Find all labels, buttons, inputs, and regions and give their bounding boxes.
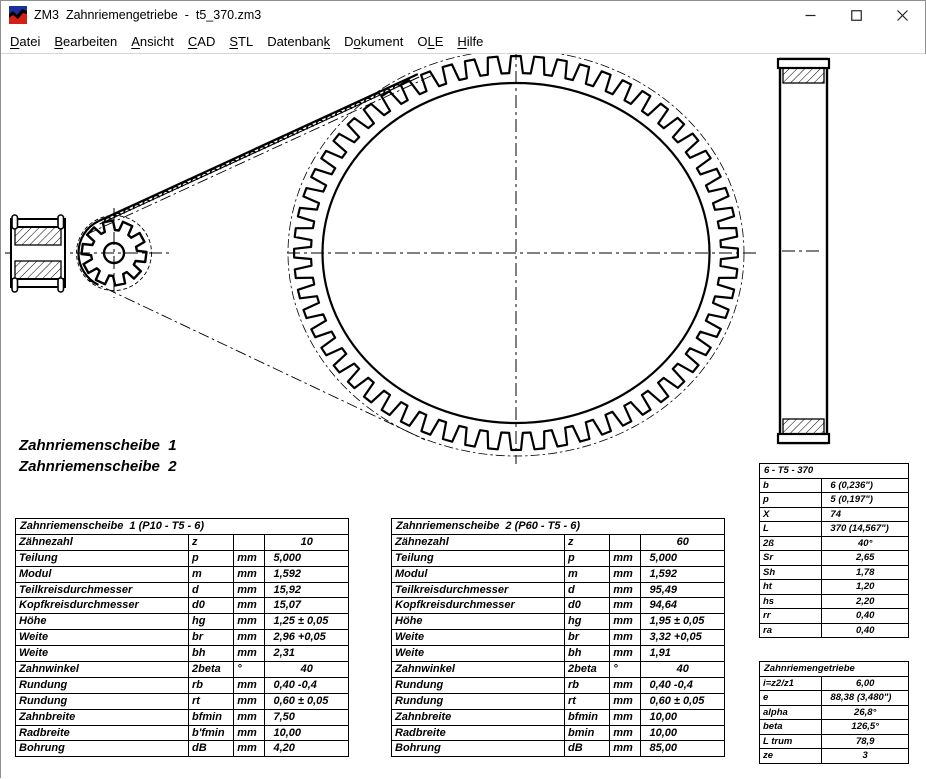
table-cell-value: 40° xyxy=(822,536,909,551)
table-cell-name: Rundung xyxy=(16,677,189,693)
table-cell-value: 1,78 xyxy=(822,565,909,580)
table-cell-value: 10,00 xyxy=(265,725,349,741)
table-cell-sym: d xyxy=(189,582,234,598)
table-cell-name: Weite xyxy=(392,630,565,646)
table-row xyxy=(760,551,909,566)
table-cell-unit: mm xyxy=(610,614,641,630)
table-cell-sym: bfmin xyxy=(565,709,610,725)
drawing-label-pulley2: Zahnriemenscheibe 2 xyxy=(19,458,177,475)
table-cell-unit: mm xyxy=(234,614,265,630)
table-cell-value: 0,40 -0,4 xyxy=(641,677,725,693)
table-cell-sym: d0 xyxy=(565,598,610,614)
table-cell-value: 74 xyxy=(822,507,909,522)
table-cell-sym: br xyxy=(565,630,610,646)
table-cell-sym: hg xyxy=(189,614,234,630)
table-row xyxy=(392,741,725,757)
table-cell-name: Weite xyxy=(16,630,189,646)
table-cell-value: 126,5° xyxy=(822,720,909,735)
table-cell-sym: b'fmin xyxy=(189,725,234,741)
menu-item-bearbeiten[interactable]: Bearbeiten xyxy=(54,33,118,49)
table-cell-unit: mm xyxy=(610,550,641,566)
table-cell-sym: hs xyxy=(760,594,822,609)
table-cell-sym: 2beta xyxy=(189,662,234,678)
table-cell-sym: e xyxy=(760,691,822,706)
table-row xyxy=(16,550,349,566)
table-row xyxy=(392,566,725,582)
table-cell-unit: mm xyxy=(234,566,265,582)
table-header-row xyxy=(760,464,909,479)
table-cell-unit: mm xyxy=(610,677,641,693)
table-cell-sym: p xyxy=(565,550,610,566)
table-cell-name: Bohrung xyxy=(16,741,189,757)
table-cell-value: 3,32 +0,05 xyxy=(641,630,725,646)
table-cell-value: 2,96 +0,05 xyxy=(265,630,349,646)
table-row xyxy=(16,662,349,678)
table-cell-value: 85,00 xyxy=(641,741,725,757)
table-cell-name: Teilkreisdurchmesser xyxy=(16,582,189,598)
table-cell-name: Radbreite xyxy=(392,725,565,741)
table-cell-value: 0,60 ± 0,05 xyxy=(641,693,725,709)
table-cell-sym: dB xyxy=(565,741,610,757)
table-cell-sym: rt xyxy=(565,693,610,709)
table-cell-unit: ° xyxy=(610,662,641,678)
window-controls xyxy=(787,1,925,29)
table-row xyxy=(392,725,725,741)
table-cell-unit: mm xyxy=(610,693,641,709)
table-cell-name: Kopfkreisdurchmesser xyxy=(392,598,565,614)
table-cell-name: Zahnwinkel xyxy=(392,662,565,678)
table-cell-sym: d xyxy=(565,582,610,598)
table-cell-sym: ze xyxy=(760,749,822,764)
close-button[interactable] xyxy=(879,1,925,29)
table-cell-unit xyxy=(234,534,265,550)
maximize-button[interactable] xyxy=(833,1,879,29)
table-cell-name: Zahnwinkel xyxy=(16,662,189,678)
table-row xyxy=(760,691,909,706)
table-cell-value: 3 xyxy=(822,749,909,764)
table-cell-sym: rb xyxy=(565,677,610,693)
table-cell-value: 10,00 xyxy=(641,709,725,725)
menu-item-ansicht[interactable]: Ansicht xyxy=(131,33,174,49)
table-cell-value: 1,91 xyxy=(641,646,725,662)
table-cell-sym: z xyxy=(565,534,610,550)
table-cell-sym: Sr xyxy=(760,551,822,566)
table-cell-unit: mm xyxy=(610,741,641,757)
table-row xyxy=(392,630,725,646)
menu-item-datei[interactable]: Datei xyxy=(10,33,41,49)
table-row xyxy=(16,646,349,662)
table-belt xyxy=(759,463,909,638)
table-cell-sym: Sh xyxy=(760,565,822,580)
table-cell-unit: mm xyxy=(610,582,641,598)
table-cell-unit: ° xyxy=(234,662,265,678)
table-cell-sym: L trum xyxy=(760,734,822,749)
menu-item-hilfe[interactable]: Hilfe xyxy=(457,33,484,49)
table-cell-sym: p xyxy=(189,550,234,566)
table-cell-sym: bh xyxy=(189,646,234,662)
table-cell-unit: mm xyxy=(610,630,641,646)
table-cell-name: Teilung xyxy=(16,550,189,566)
table-row xyxy=(392,646,725,662)
menu-item-datenbank[interactable]: Datenbank xyxy=(267,33,331,49)
table-row xyxy=(760,749,909,764)
table-row xyxy=(760,734,909,749)
table-cell-name: Kopfkreisdurchmesser xyxy=(16,598,189,614)
table-cell-name: Bohrung xyxy=(392,741,565,757)
table-cell-sym: hg xyxy=(565,614,610,630)
table-row xyxy=(16,534,349,550)
table-cell-sym: rb xyxy=(189,677,234,693)
table-cell-name: Modul xyxy=(392,566,565,582)
table-cell-name: Rundung xyxy=(392,677,565,693)
table-cell-value: 88,38 (3,480") xyxy=(822,691,909,706)
table-cell-sym: 2ß xyxy=(760,536,822,551)
table-cell-unit: mm xyxy=(234,709,265,725)
table-cell-sym: br xyxy=(189,630,234,646)
table-cell-value: 1,25 ± 0,05 xyxy=(265,614,349,630)
table-cell-name: Zähnezahl xyxy=(16,534,189,550)
table-cell-sym: m xyxy=(565,566,610,582)
table-title: 6 - T5 - 370 xyxy=(760,464,909,479)
table-row xyxy=(16,693,349,709)
table-row xyxy=(392,598,725,614)
table-cell-name: Zahnbreite xyxy=(392,709,565,725)
table-cell-unit: mm xyxy=(234,582,265,598)
table-cell-name: Weite xyxy=(392,646,565,662)
table-row xyxy=(392,534,725,550)
table-row xyxy=(760,594,909,609)
table-title: Zahnriemenscheibe 2 (P60 - T5 - 6) xyxy=(392,519,725,535)
table-cell-value: 94,64 xyxy=(641,598,725,614)
table-cell-value: 4,20 xyxy=(265,741,349,757)
table-header-row xyxy=(16,519,349,535)
table-title: Zahnriemenscheibe 1 (P10 - T5 - 6) xyxy=(16,519,349,535)
table-cell-sym: X xyxy=(760,507,822,522)
table-row xyxy=(392,677,725,693)
table-cell-unit: mm xyxy=(610,646,641,662)
table-row xyxy=(760,705,909,720)
table-row xyxy=(392,550,725,566)
table-row xyxy=(16,566,349,582)
table-row xyxy=(760,493,909,508)
table-cell-sym: bmin xyxy=(565,725,610,741)
table-cell-name: Zahnbreite xyxy=(16,709,189,725)
table-row xyxy=(392,709,725,725)
table-cell-name: Zähnezahl xyxy=(392,534,565,550)
table-cell-value: 0,40 xyxy=(822,623,909,638)
table-cell-unit: mm xyxy=(610,725,641,741)
table-cell-sym: 2beta xyxy=(565,662,610,678)
table-cell-sym: rt xyxy=(189,693,234,709)
table-cell-value: 1,592 xyxy=(641,566,725,582)
table-row xyxy=(16,598,349,614)
table-cell-value: 6 (0,236") xyxy=(822,478,909,493)
table-cell-value: 15,07 xyxy=(265,598,349,614)
minimize-button[interactable] xyxy=(787,1,833,29)
table-cell-unit: mm xyxy=(234,646,265,662)
window-title: ZM3 Zahnriemengetriebe - t5_370.zm3 xyxy=(34,8,262,22)
table-row xyxy=(16,677,349,693)
table-cell-unit: mm xyxy=(234,693,265,709)
table-cell-value: 7,50 xyxy=(265,709,349,725)
small-pulley-side-view xyxy=(11,215,65,292)
table-row xyxy=(16,582,349,598)
menu-item-ole[interactable]: OLE xyxy=(417,33,444,49)
table-cell-value: 40 xyxy=(641,662,725,678)
table-row xyxy=(392,582,725,598)
table-cell-name: Rundung xyxy=(16,693,189,709)
table-cell-value: 0,40 xyxy=(822,609,909,624)
table-cell-value: 2,65 xyxy=(822,551,909,566)
table-cell-unit: mm xyxy=(234,630,265,646)
table-cell-sym: p xyxy=(760,493,822,508)
table-cell-name: Teilung xyxy=(392,550,565,566)
table-cell-value: 10,00 xyxy=(641,725,725,741)
table-cell-value: 1,20 xyxy=(822,580,909,595)
table-row xyxy=(16,630,349,646)
table-cell-value: 5 (0,197") xyxy=(822,493,909,508)
table-pulley1 xyxy=(15,518,349,757)
table-title: Zahnriemengetriebe xyxy=(760,662,909,677)
table-row xyxy=(760,609,909,624)
table-cell-value: 1,592 xyxy=(265,566,349,582)
table-cell-sym: b xyxy=(760,478,822,493)
table-cell-sym: L xyxy=(760,522,822,537)
table-pulley2 xyxy=(391,518,725,757)
table-cell-unit: mm xyxy=(234,598,265,614)
menu-bar xyxy=(1,29,925,54)
table-cell-value: 5,000 xyxy=(265,550,349,566)
table-cell-unit: mm xyxy=(234,725,265,741)
menu-item-dokument[interactable]: Dokument xyxy=(344,33,404,49)
drawing-label-pulley1: Zahnriemenscheibe 1 xyxy=(19,437,177,454)
table-cell-value: 1,95 ± 0,05 xyxy=(641,614,725,630)
table-cell-name: Radbreite xyxy=(16,725,189,741)
menu-item-stl[interactable]: STL xyxy=(229,33,254,49)
table-cell-value: 0,60 ± 0,05 xyxy=(265,693,349,709)
table-cell-value: 10 xyxy=(265,534,349,550)
table-gear-unit xyxy=(759,661,909,764)
table-cell-sym: dB xyxy=(189,741,234,757)
table-cell-sym: ra xyxy=(760,623,822,638)
table-header-row xyxy=(760,662,909,677)
table-cell-name: Rundung xyxy=(392,693,565,709)
app-icon xyxy=(9,6,27,24)
table-row xyxy=(16,725,349,741)
table-cell-value: 26,8° xyxy=(822,705,909,720)
table-row xyxy=(392,693,725,709)
table-row xyxy=(760,676,909,691)
table-cell-sym: bh xyxy=(565,646,610,662)
table-row xyxy=(760,522,909,537)
table-row xyxy=(760,478,909,493)
table-cell-unit: mm xyxy=(610,566,641,582)
table-cell-value: 0,40 -0,4 xyxy=(265,677,349,693)
table-cell-name: Teilkreisdurchmesser xyxy=(392,582,565,598)
table-cell-value: 60 xyxy=(641,534,725,550)
table-cell-value: 6,00 xyxy=(822,676,909,691)
table-cell-value: 78,9 xyxy=(822,734,909,749)
table-cell-sym: m xyxy=(189,566,234,582)
table-header-row xyxy=(392,519,725,535)
table-cell-unit: mm xyxy=(234,741,265,757)
table-row xyxy=(760,580,909,595)
table-row xyxy=(16,614,349,630)
table-row xyxy=(760,720,909,735)
table-row xyxy=(760,536,909,551)
table-cell-value: 40 xyxy=(265,662,349,678)
table-cell-sym: d0 xyxy=(189,598,234,614)
table-row xyxy=(16,709,349,725)
table-cell-sym: bfmin xyxy=(189,709,234,725)
table-cell-value: 2,31 xyxy=(265,646,349,662)
table-cell-unit: mm xyxy=(610,709,641,725)
table-row xyxy=(760,623,909,638)
table-cell-sym: i=z2/z1 xyxy=(760,676,822,691)
table-cell-name: Höhe xyxy=(16,614,189,630)
table-row xyxy=(760,507,909,522)
table-cell-value: 370 (14,567") xyxy=(822,522,909,537)
large-pulley-side-view xyxy=(778,59,829,443)
table-cell-sym: ht xyxy=(760,580,822,595)
title-bar xyxy=(1,1,925,29)
table-cell-unit: mm xyxy=(234,550,265,566)
table-row xyxy=(392,662,725,678)
table-cell-unit xyxy=(610,534,641,550)
table-row xyxy=(392,614,725,630)
large-pulley-drawing xyxy=(287,47,758,464)
table-row xyxy=(16,741,349,757)
table-cell-sym: z xyxy=(189,534,234,550)
table-cell-sym: alpha xyxy=(760,705,822,720)
menu-item-cad[interactable]: CAD xyxy=(187,33,216,49)
minimize-icon xyxy=(805,10,816,21)
table-cell-value: 2,20 xyxy=(822,594,909,609)
table-cell-unit: mm xyxy=(610,598,641,614)
table-cell-name: Weite xyxy=(16,646,189,662)
table-cell-value: 15,92 xyxy=(265,582,349,598)
maximize-icon xyxy=(851,10,862,21)
table-row xyxy=(760,565,909,580)
table-cell-name: Modul xyxy=(16,566,189,582)
table-cell-name: Höhe xyxy=(392,614,565,630)
table-cell-unit: mm xyxy=(234,677,265,693)
table-cell-value: 5,000 xyxy=(641,550,725,566)
table-cell-sym: beta xyxy=(760,720,822,735)
close-icon xyxy=(897,10,908,21)
table-cell-sym: rr xyxy=(760,609,822,624)
table-cell-value: 95,49 xyxy=(641,582,725,598)
